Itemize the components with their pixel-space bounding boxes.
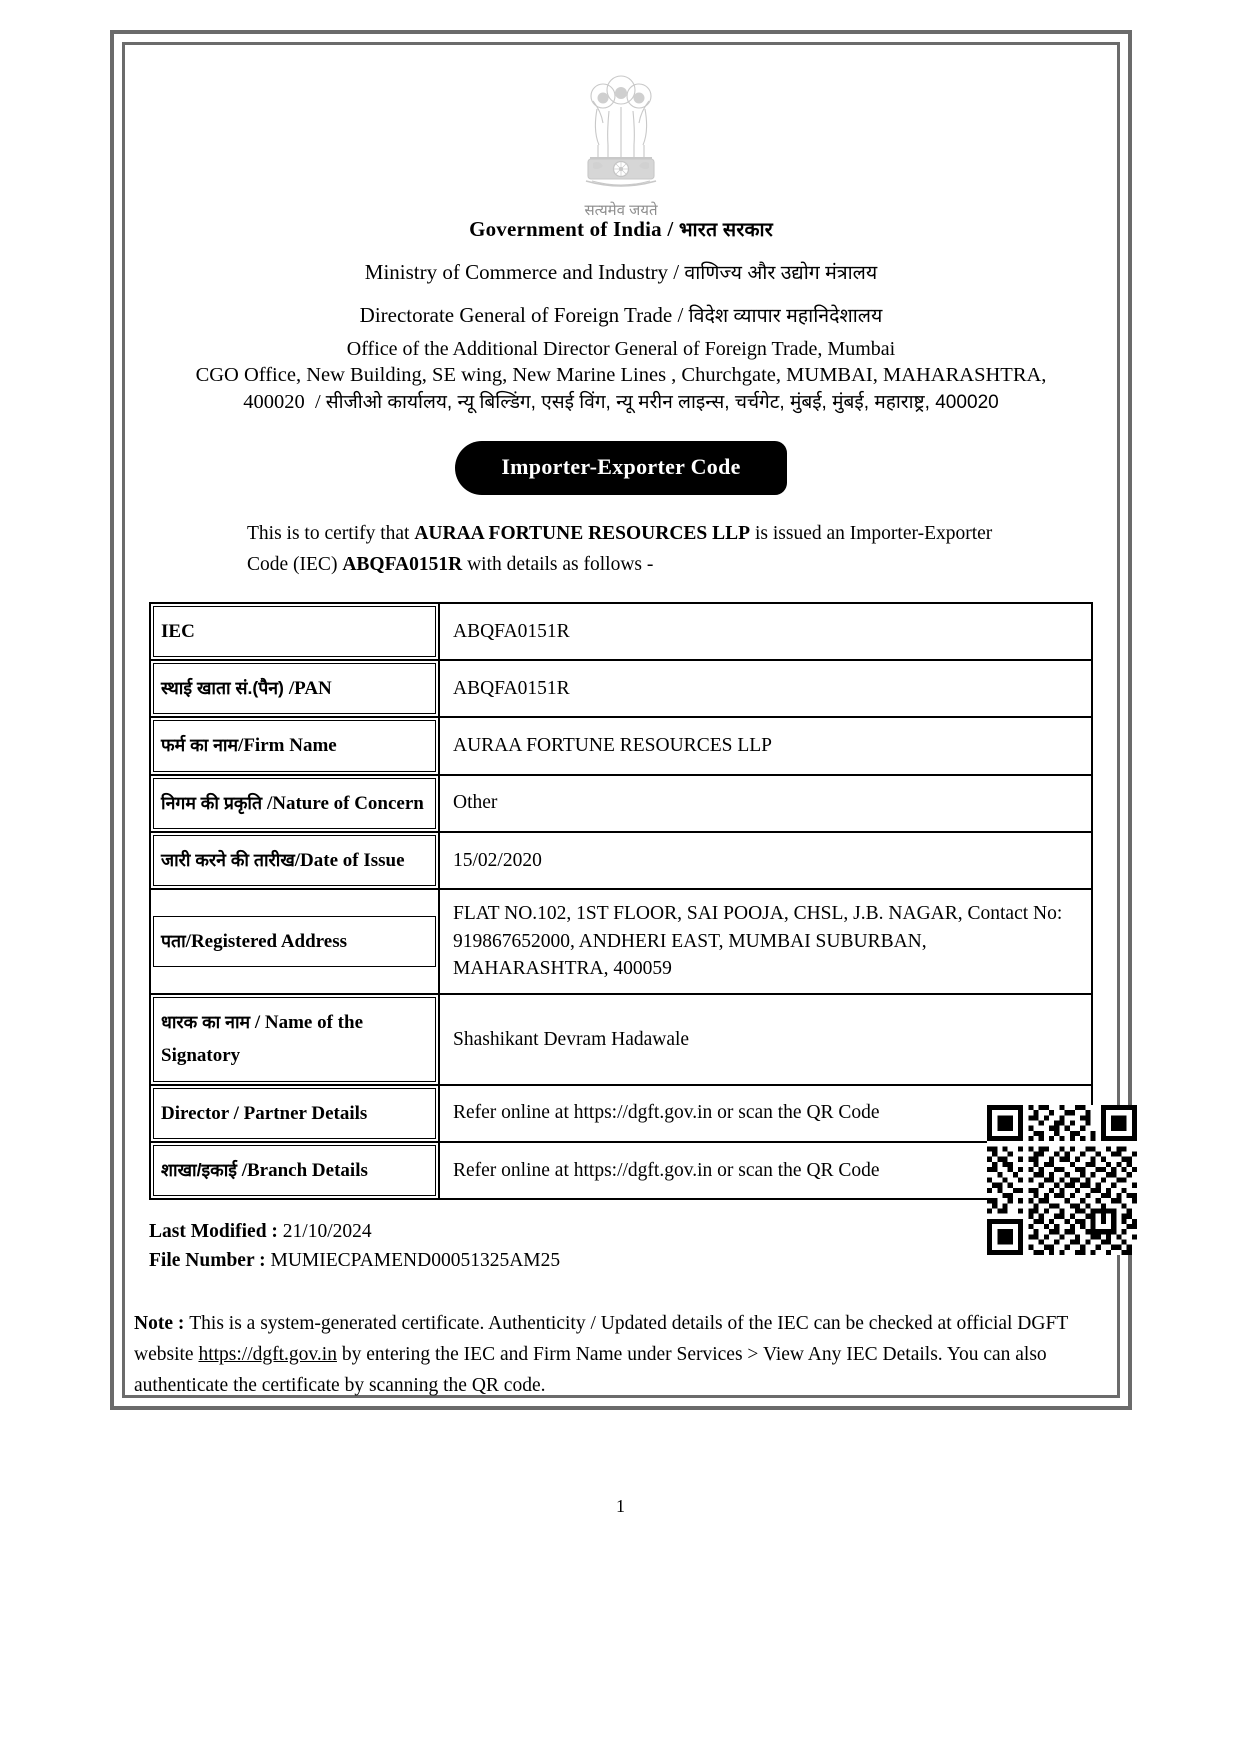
emblem-container: [149, 61, 1093, 219]
table-row: [151, 718, 1091, 775]
row-label-hi: धारक का नाम: [161, 1012, 251, 1033]
certify-firm-name: AURAA FORTUNE RESOURCES LLP: [414, 523, 751, 545]
table-row: [151, 776, 1091, 833]
row-label-hi: जारी करने की तारीख: [161, 849, 295, 870]
table-row: [151, 1143, 1091, 1198]
emblem-motto: सत्यमेव जयते: [584, 202, 658, 219]
row-label-en: /Firm Name: [238, 735, 337, 757]
table-row: [151, 661, 1091, 718]
row-label-hi: निगम की प्रकृति: [161, 792, 267, 813]
row-label-hi: शाखा/इकाई: [161, 1159, 237, 1180]
row-label-en: /Registered Address: [185, 931, 347, 953]
row-label-en: / Name of the Signatory: [161, 1012, 364, 1067]
note-label: Note :: [134, 1313, 190, 1334]
table-row: [151, 995, 1091, 1086]
table-cell-value: [440, 776, 1091, 833]
row-label-hi: पता: [161, 931, 186, 952]
certificate-content: [125, 45, 1117, 1395]
row-label: [153, 720, 436, 771]
header-address: CGO Office, New Building, SE wing, New Marine Lines , Churchgate, MUMBAI, MAHARASHTRA, 400020 / सीजीओ कार्यालय, न्यू बिल्डिंग, एसई विंग, न्यू मरीन लाइन्स, चर्चगेट, मुंबई, मुंबई, महाराष्ट्र, 400020: [195, 364, 1047, 413]
header-ministry-hi: वाणिज्य और उद्योग मंत्रालय: [684, 262, 878, 284]
row-label: [153, 663, 436, 714]
header-gov-en: Government of India: [469, 217, 662, 241]
certify-iec: ABQFA0151R: [342, 553, 463, 575]
table-cell-label: [151, 1086, 440, 1143]
header-government-of-india: Government of India / भारत सरकार: [469, 217, 773, 241]
certify-suffix: with details as follows -: [462, 553, 654, 575]
row-label-en: /Date of Issue: [294, 849, 405, 871]
file-number-line: [149, 1246, 1093, 1275]
table-cell-value: [440, 995, 1091, 1086]
table-cell-value: [440, 833, 1091, 890]
table-row: [151, 890, 1091, 995]
row-value: 15/02/2020: [453, 849, 542, 871]
meta-block: [149, 1217, 1093, 1276]
header-address-en: CGO Office, New Building, SE wing, New Marine Lines , Churchgate, MUMBAI, MAHARASHTRA, 400020: [195, 364, 1047, 413]
table-cell-value: [440, 604, 1091, 661]
row-label: [153, 778, 436, 829]
header-block: [149, 215, 1093, 415]
note-text-2: by entering the IEC and Firm Name under Services > View Any IEC Details. You can also authenticate the certificate by scanning the QR code.: [134, 1344, 1047, 1397]
row-label-en: /Branch Details: [236, 1159, 368, 1181]
table-row: [151, 604, 1091, 661]
row-value: Other: [453, 792, 498, 814]
header-gov-hi: भारत सरकार: [678, 219, 773, 241]
row-label: [153, 835, 436, 886]
last-modified-line: [149, 1217, 1093, 1246]
iec-details-table: [149, 602, 1093, 1200]
table-cell-value: [440, 890, 1091, 995]
row-label: [153, 1088, 436, 1139]
row-label-en: Director / Partner Details: [161, 1102, 368, 1124]
row-label: [153, 997, 436, 1082]
importer-exporter-code-badge: Importer-Exporter Code: [455, 441, 786, 495]
table-row: [151, 833, 1091, 890]
certify-prefix: This is to certify that: [247, 523, 415, 545]
table-row: [151, 1086, 1091, 1143]
file-number-label: File Number :: [149, 1250, 271, 1272]
table-cell-label: [151, 661, 440, 718]
row-label-en: /PAN: [288, 678, 332, 700]
row-value: Shashikant Devram Hadawale: [453, 1028, 690, 1050]
dgft-website-link[interactable]: https://dgft.gov.in: [198, 1344, 337, 1366]
header-dgft: Directorate General of Foreign Trade / विदेश व्यापार महानिदेशालय: [359, 303, 883, 327]
table-cell-label: [151, 995, 440, 1086]
certificate-page-frame: [110, 30, 1132, 1410]
row-label: [153, 606, 436, 657]
table-cell-label: [151, 1143, 440, 1198]
row-label-hi: फर्म का नाम: [161, 735, 239, 756]
row-label-en: /Nature of Concern: [266, 792, 424, 814]
page-number: 1: [616, 1496, 625, 1516]
last-modified-value: 21/10/2024: [282, 1221, 372, 1243]
note-block: [134, 1308, 1101, 1402]
row-value: FLAT NO.102, 1ST FLOOR, SAI POOJA, CHSL, J.B. NAGAR, Contact No: 919867652000, ANDHERI EAST, MUMBAI SUBURBAN, MAHARASHTRA, 400059: [453, 903, 1063, 980]
header-ministry-en: Ministry of Commerce and Industry: [364, 260, 669, 284]
header-dgft-hi: विदेश व्यापार महानिदेशालय: [688, 305, 883, 327]
last-modified-label: Last Modified :: [149, 1221, 283, 1243]
row-label: [153, 916, 436, 967]
table-cell-label: [151, 890, 440, 995]
table-cell-label: [151, 776, 440, 833]
certificate-inner-frame: [122, 42, 1120, 1398]
certify-paragraph: [247, 519, 1009, 579]
ashoka-emblem-icon: [562, 71, 680, 206]
note-text-1: This is a system-generated certificate. Authenticity / Updated details of the IEC can be checked at official DGFT website: [134, 1313, 1068, 1366]
header-office: Office of the Additional Director General of Foreign Trade, Mumbai: [346, 338, 896, 360]
table-cell-label: [151, 604, 440, 661]
row-label-hi: स्थाई खाता सं.(पैन): [161, 678, 289, 699]
header-ministry: Ministry of Commerce and Industry / वाणिज्य और उद्योग मंत्रालय: [364, 260, 878, 284]
table-cell-label: [151, 718, 440, 775]
qr-code: [987, 1105, 1137, 1255]
table-cell-label: [151, 833, 440, 890]
table-cell-value: [440, 718, 1091, 775]
row-value: Refer online at https://dgft.gov.in or scan the QR Code: [453, 1102, 880, 1124]
row-value: ABQFA0151R: [453, 620, 570, 642]
file-number-value: MUMIECPAMEND00051325AM25: [270, 1250, 561, 1272]
table-cell-value: [440, 661, 1091, 718]
row-value: ABQFA0151R: [453, 677, 570, 699]
row-value: AURAA FORTUNE RESOURCES LLP: [453, 735, 772, 757]
header-address-hi: सीजीओ कार्यालय, न्यू बिल्डिंग, एसई विंग, न्यू मरीन लाइन्स, चर्चगेट, मुंबई, मुंबई, महाराष्ट्र, 400020: [325, 391, 999, 413]
header-dgft-en: Directorate General of Foreign Trade: [359, 303, 673, 327]
row-label: [153, 1145, 436, 1196]
row-label-en: IEC: [161, 620, 195, 642]
row-value: Refer online at https://dgft.gov.in or scan the QR Code: [453, 1159, 880, 1181]
certify-middle: is issued an Importer-Exporter Code (IEC): [247, 523, 993, 575]
badge-row: [149, 441, 1093, 495]
